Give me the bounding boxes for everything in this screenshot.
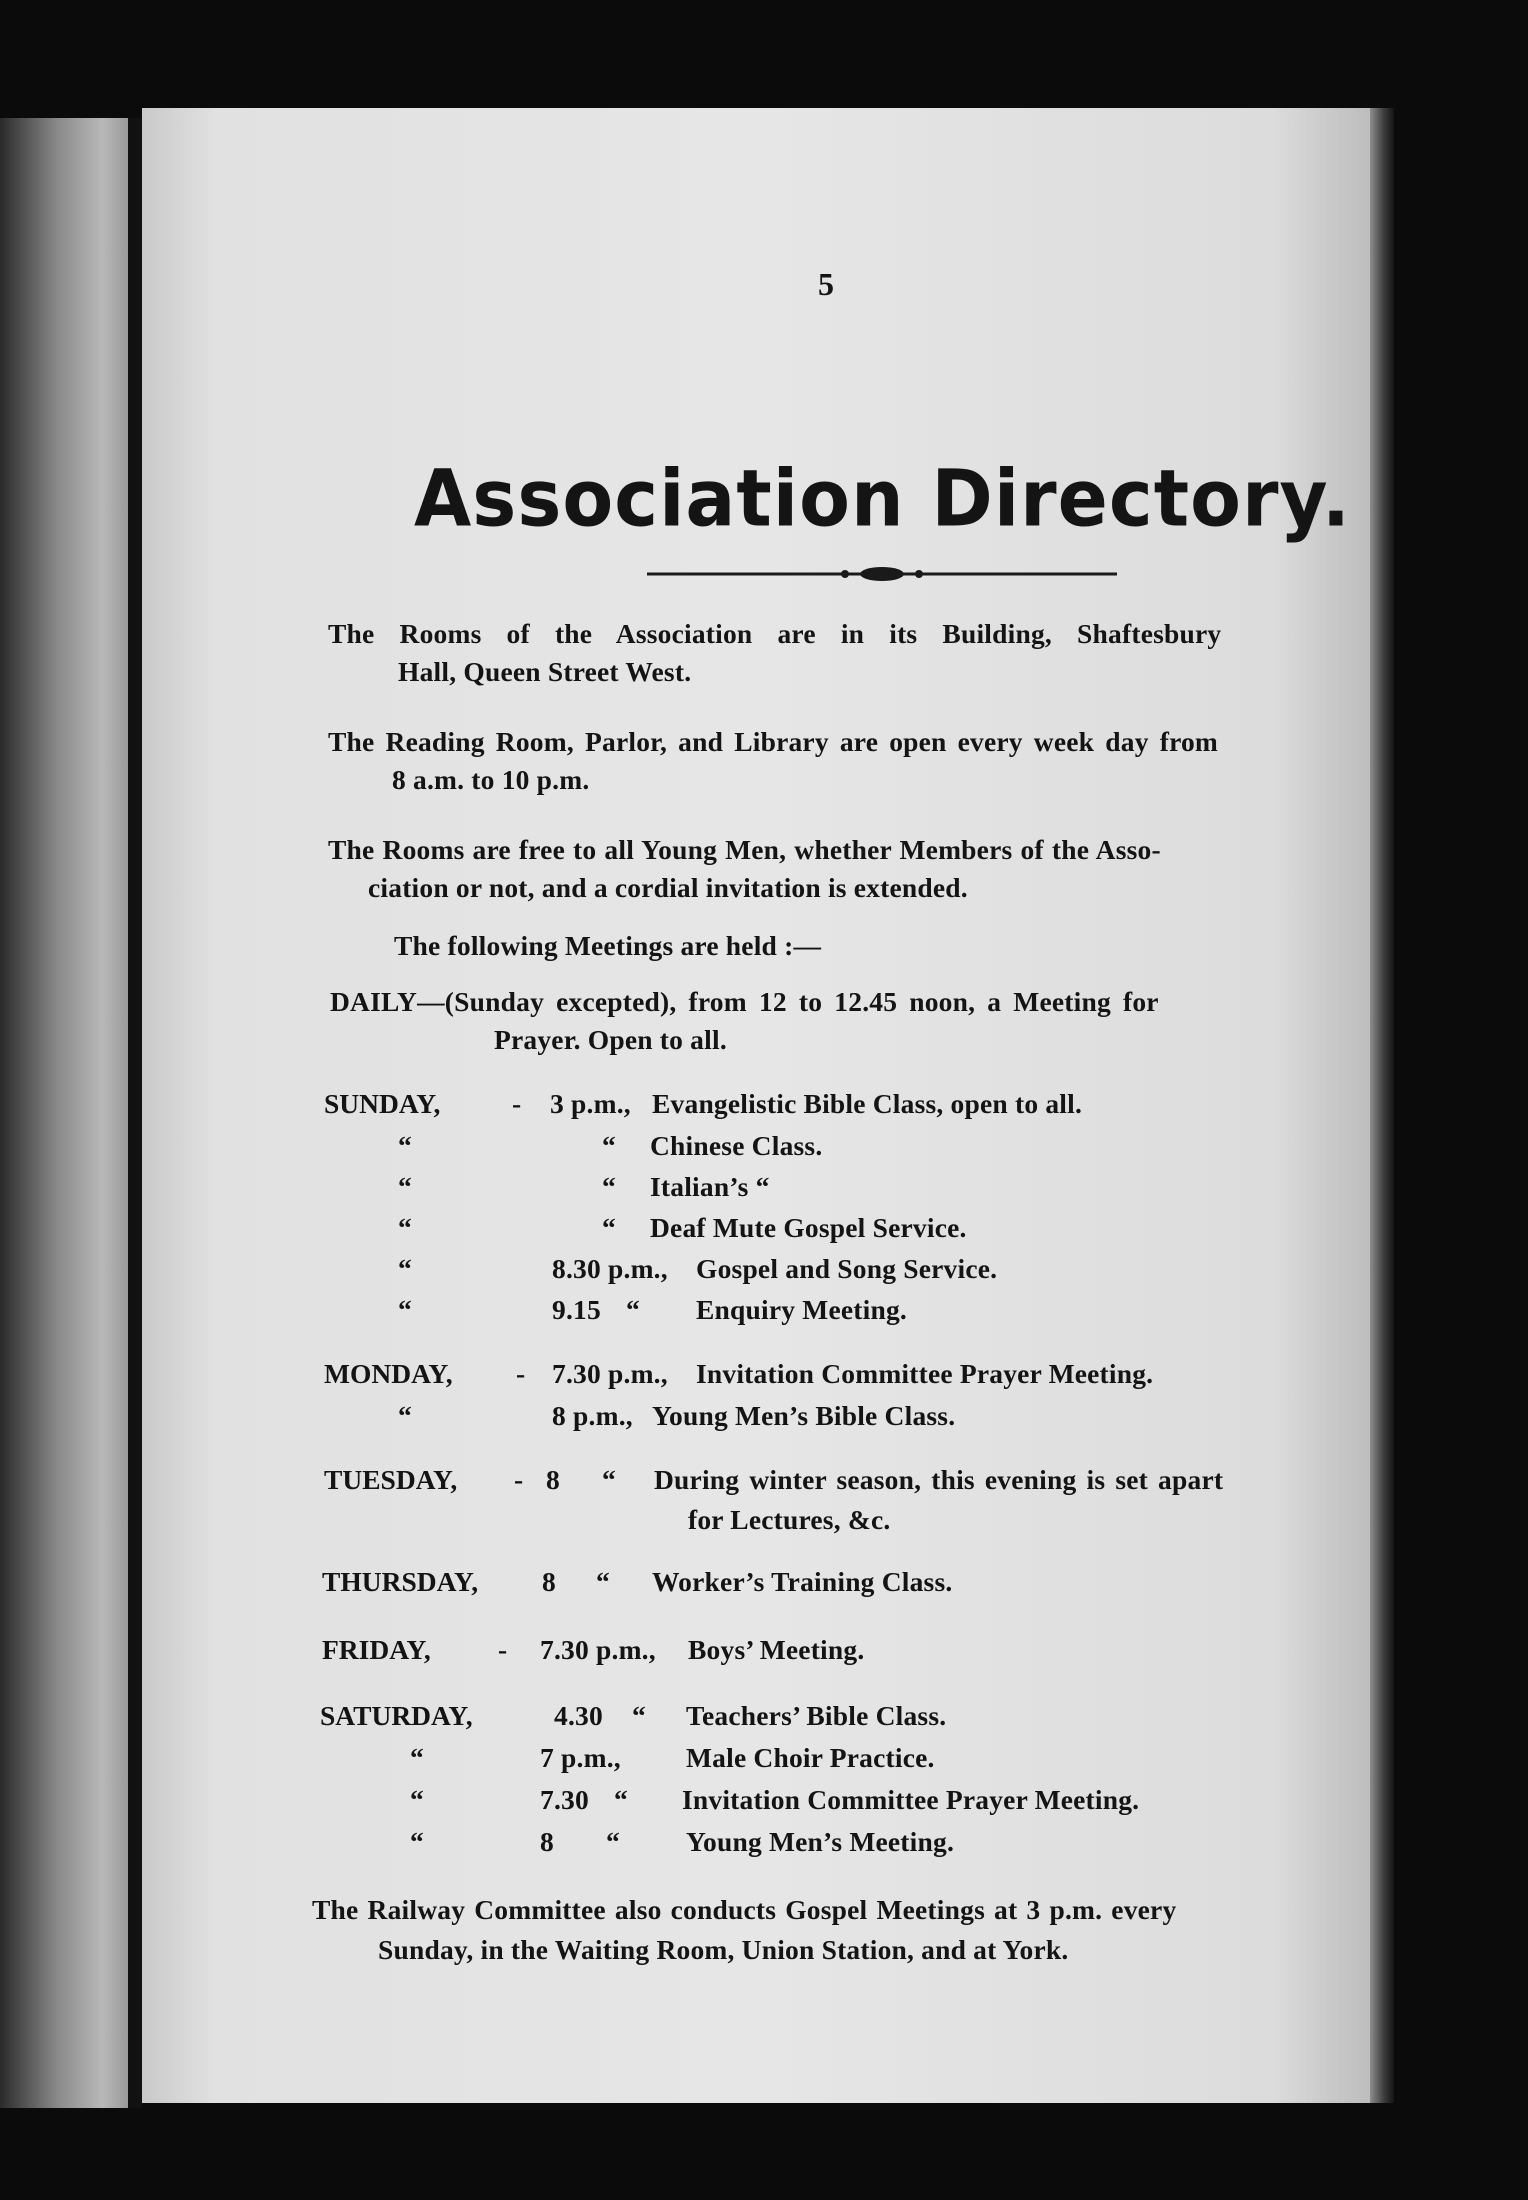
free-line-2: ciation or not, and a cordial invitation is extended. — [368, 872, 968, 903]
ditto-mark: “ — [398, 1400, 412, 1431]
rooms-line-1: The Rooms of the Association are in its Building, Shaftesbury — [328, 618, 1222, 649]
schedule-time: “ — [602, 1171, 616, 1202]
page-title: Association Directory. — [414, 453, 1351, 545]
day-dash: - — [498, 1634, 508, 1665]
schedule-event: Invitation Committee Prayer Meeting. — [696, 1358, 1154, 1389]
schedule-event: Chinese Class. — [650, 1130, 823, 1161]
schedule-event: Italian’s “ — [650, 1171, 770, 1202]
schedule-event: Gospel and Song Service. — [696, 1253, 998, 1284]
page-number: 5 — [818, 266, 834, 302]
ditto-mark: “ — [398, 1171, 412, 1202]
day-label-thursday: THURSDAY, — [322, 1566, 479, 1597]
schedule-event: Male Choir Practice. — [686, 1742, 935, 1773]
schedule-event: Teachers’ Bible Class. — [686, 1700, 947, 1731]
day-dash: - — [516, 1358, 526, 1389]
ditto-mark: “ — [410, 1742, 424, 1773]
reading-line-2: 8 a.m. to 10 p.m. — [392, 764, 590, 795]
ditto-mark: “ — [410, 1826, 424, 1857]
page-edge-shadow — [1370, 108, 1394, 2103]
railway-line-1: The Railway Committee also conducts Gospel Meetings at 3 p.m. every — [312, 1894, 1177, 1925]
railway-line-2: Sunday, in the Waiting Room, Union Station, and at York. — [378, 1934, 1069, 1965]
day-label-saturday: SATURDAY, — [320, 1700, 473, 1731]
schedule-time: 8.30 p.m., — [552, 1253, 668, 1284]
schedule-event: Deaf Mute Gospel Service. — [650, 1212, 967, 1243]
day-label-sunday: SUNDAY, — [324, 1088, 441, 1119]
schedule-time: “ — [602, 1130, 616, 1161]
schedule-time: 7.30 p.m., — [552, 1358, 668, 1389]
schedule-time: 8 p.m., — [552, 1400, 633, 1431]
rooms-line-2: Hall, Queen Street West. — [398, 656, 692, 687]
facing-page-edge — [0, 118, 128, 2108]
schedule-time: 8 — [546, 1464, 560, 1495]
ditto-mark: “ — [398, 1212, 412, 1243]
ditto-mark: “ — [614, 1784, 628, 1815]
schedule-event-continued: for Lectures, &c. — [688, 1504, 891, 1535]
daily-line-1: DAILY—(Sunday excepted), from 12 to 12.45 noon, a Meeting for — [330, 986, 1159, 1017]
schedule-time: 7.30 p.m., — [540, 1634, 656, 1665]
meetings-intro: The following Meetings are held :— — [394, 930, 822, 961]
schedule-time: 8 — [542, 1566, 556, 1597]
ditto-mark: “ — [410, 1784, 424, 1815]
daily-line-2: Prayer. Open to all. — [494, 1024, 727, 1055]
schedule-event: Boys’ Meeting. — [688, 1634, 865, 1665]
schedule-time: 4.30 — [554, 1700, 603, 1731]
schedule-event: Invitation Committee Prayer Meeting. — [682, 1784, 1140, 1815]
day-label-friday: FRIDAY, — [322, 1634, 431, 1665]
schedule-time: 8 — [540, 1826, 554, 1857]
schedule-event: Young Men’s Bible Class. — [652, 1400, 956, 1431]
title-ornament-rule — [647, 563, 1117, 585]
ditto-mark: “ — [602, 1464, 616, 1495]
ditto-mark: “ — [398, 1253, 412, 1284]
free-line-1: The Rooms are free to all Young Men, whether Members of the Asso- — [328, 834, 1161, 865]
document-page — [142, 108, 1370, 2103]
schedule-time: 3 p.m., — [550, 1088, 631, 1119]
ditto-mark: “ — [632, 1700, 646, 1731]
schedule-time: 9.15 “ — [552, 1294, 640, 1325]
book-gutter — [128, 118, 142, 2108]
schedule-time: 7.30 — [540, 1784, 589, 1815]
ditto-mark: “ — [596, 1566, 610, 1597]
schedule-event: Worker’s Training Class. — [652, 1566, 953, 1597]
schedule-event: During winter season, this evening is set apart — [654, 1464, 1224, 1495]
day-label-monday: MONDAY, — [324, 1358, 453, 1389]
reading-line-1: The Reading Room, Parlor, and Library are open every week day from — [328, 726, 1219, 757]
ditto-mark: “ — [398, 1294, 412, 1325]
ditto-mark: “ — [606, 1826, 620, 1857]
ditto-mark: “ — [398, 1130, 412, 1161]
day-label-tuesday: TUESDAY, — [324, 1464, 458, 1495]
schedule-event: Evangelistic Bible Class, open to all. — [652, 1088, 1083, 1119]
day-dash: - — [514, 1464, 524, 1495]
schedule-event: Young Men’s Meeting. — [686, 1826, 955, 1857]
schedule-time: 7 p.m., — [540, 1742, 621, 1773]
schedule-event: Enquiry Meeting. — [696, 1294, 907, 1325]
day-dash: - — [512, 1088, 522, 1119]
schedule-time: “ — [602, 1212, 616, 1243]
